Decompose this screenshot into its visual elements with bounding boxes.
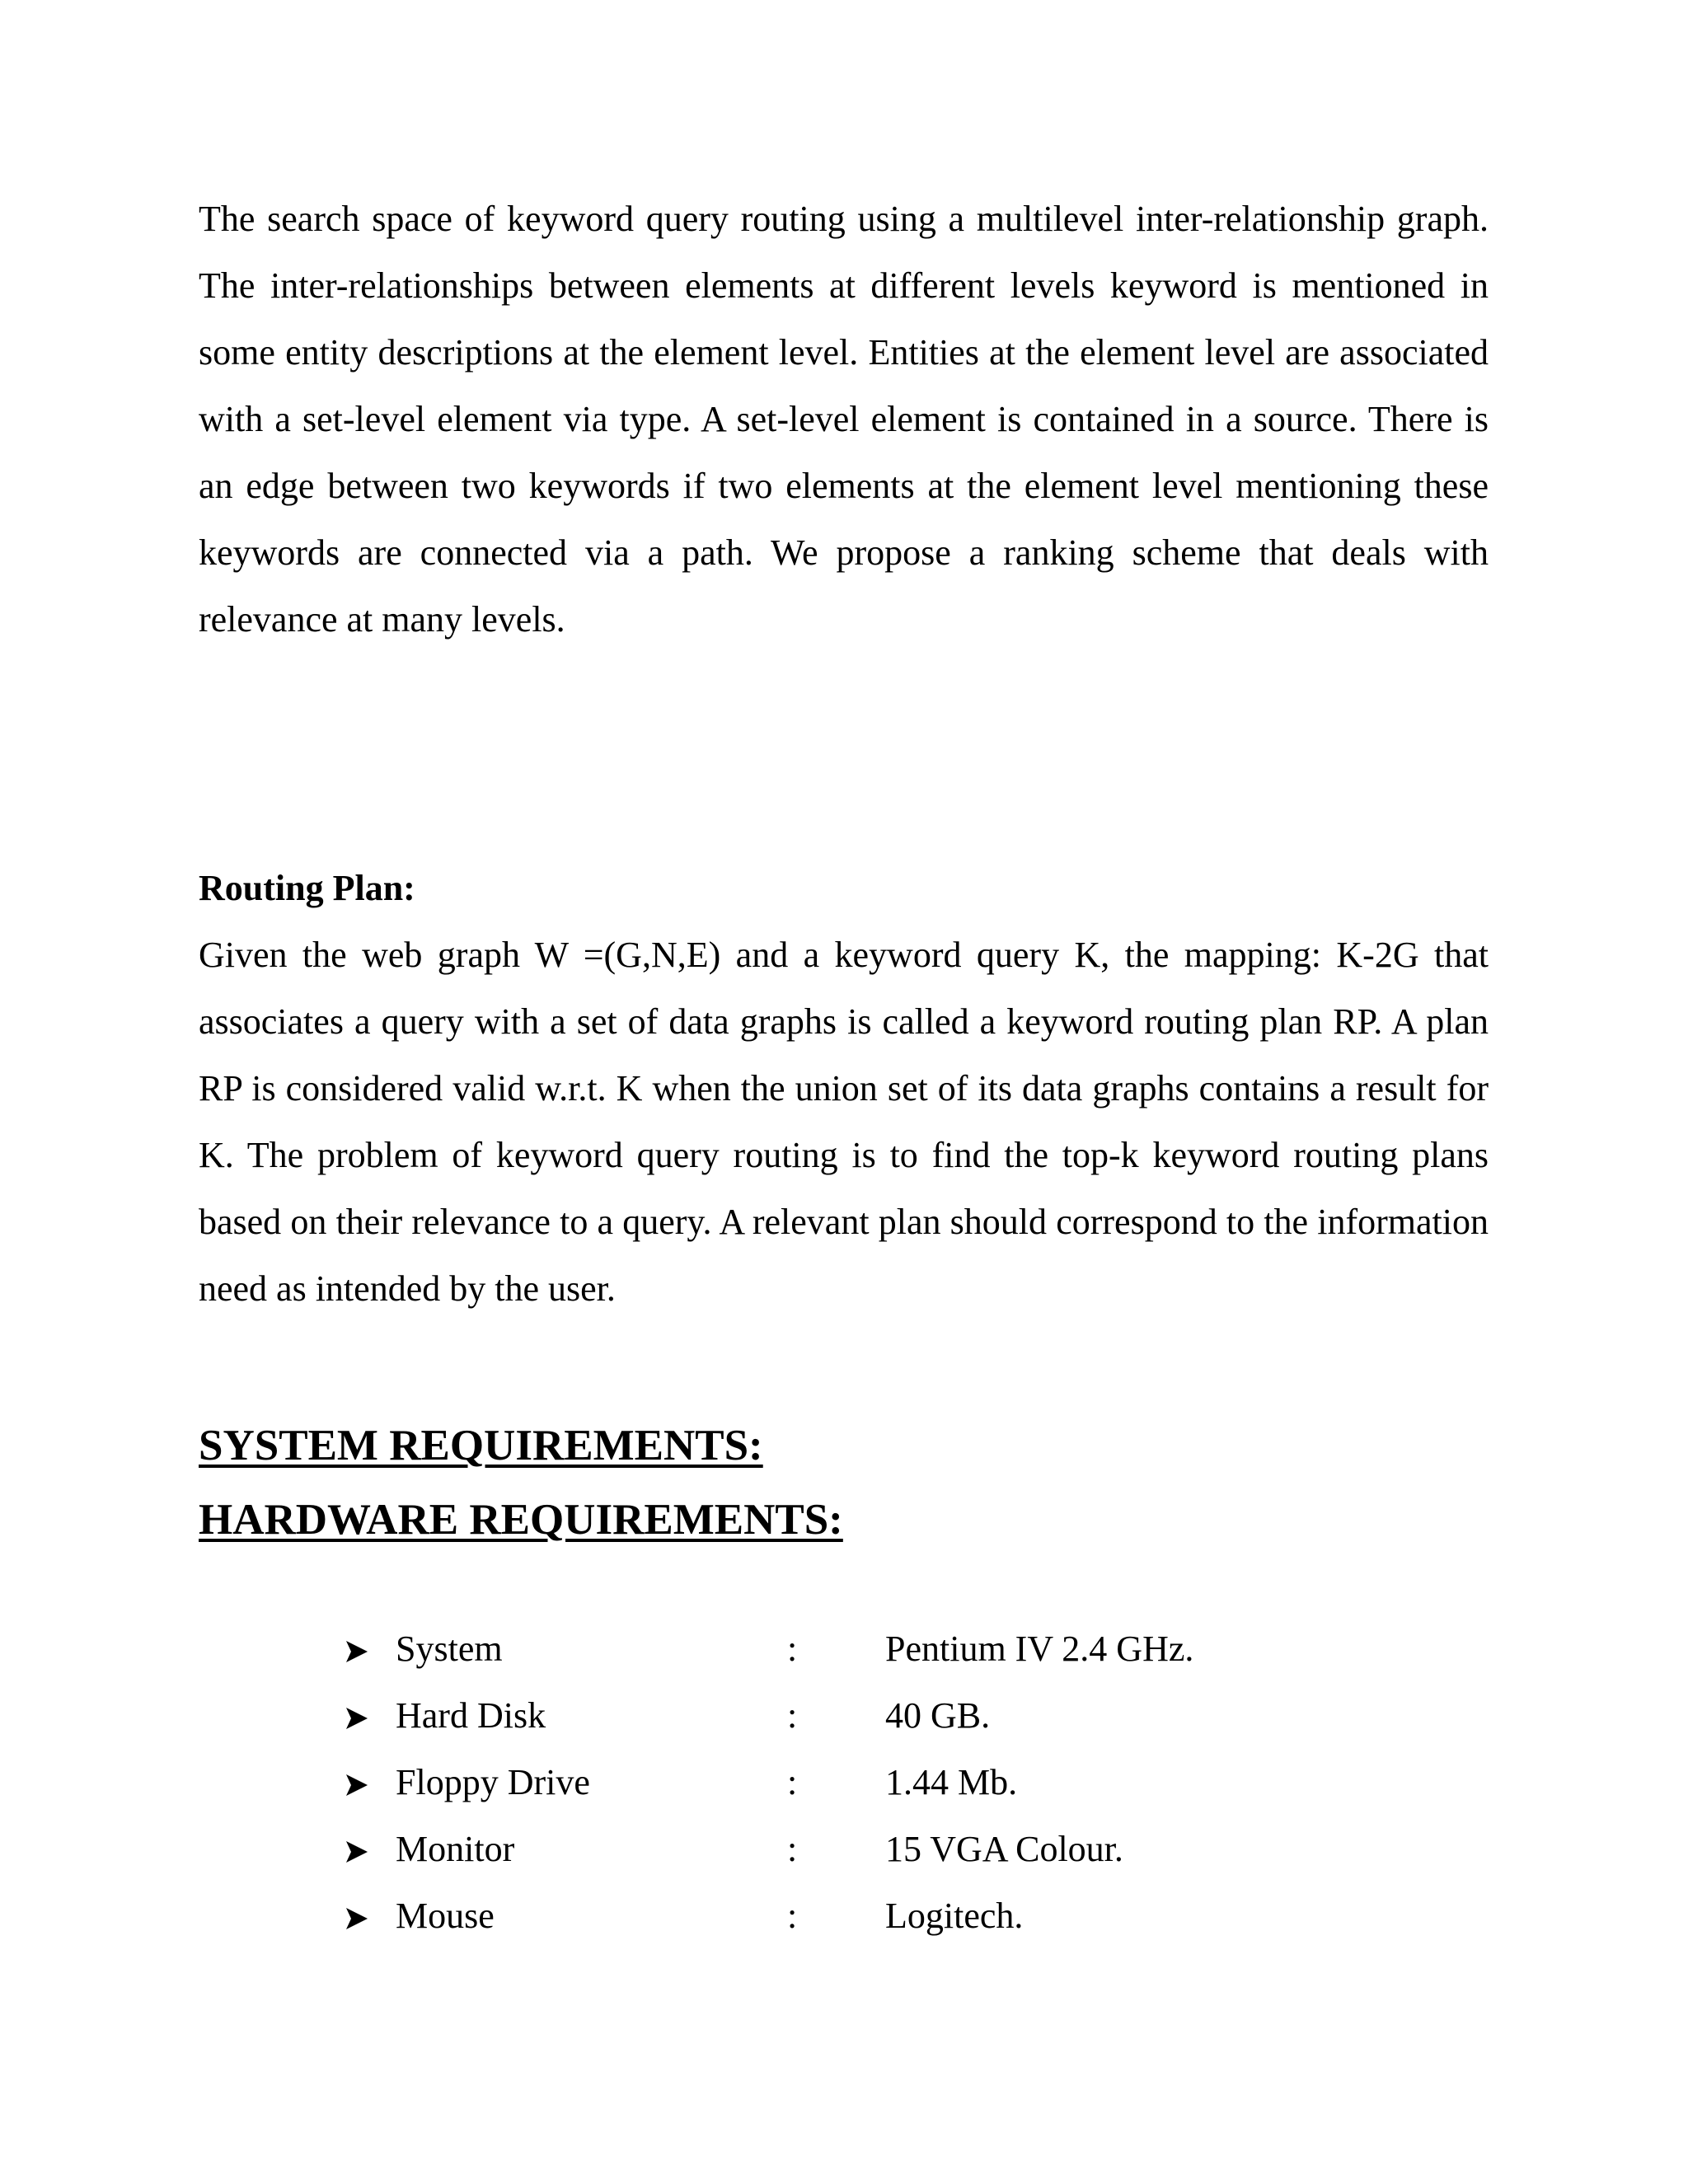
requirement-separator: : [787, 1829, 798, 1869]
arrow-bullet-icon [345, 1773, 369, 1797]
requirement-separator: : [787, 1762, 798, 1802]
routing-plan-paragraph: Given the web graph W =(G,N,E) and a keyword query K, the mapping: K-2G that associates a query with a set of data graphs is called a keyword routing plan RP. A plan RP is considered valid w.r.t. K when the union set of its data graphs contains a result for K. The problem of keyword query routing is to find the top-k keyword routing plans based on their relevance to a query. A relevant plan should correspond to the information need as intended by the user. [199, 935, 1489, 1309]
list-item-system [345, 1628, 1334, 1694]
arrow-bullet-icon [345, 1906, 369, 1931]
list-item-hard-disk [345, 1694, 1334, 1761]
requirement-value: Logitech. [885, 1896, 1024, 1936]
list-item-monitor [345, 1828, 1334, 1895]
arrow-bullet-icon [345, 1840, 369, 1864]
requirement-label: Hard Disk [396, 1695, 546, 1736]
hardware-requirements-list [345, 1628, 1334, 1961]
list-item-mouse [345, 1895, 1334, 1961]
requirement-value: 40 GB. [885, 1695, 991, 1736]
arrow-bullet-icon [345, 1706, 369, 1731]
requirement-separator: : [787, 1896, 798, 1936]
system-requirements-heading: SYSTEM REQUIREMENTS: [199, 1422, 763, 1469]
intro-paragraph: The search space of keyword query routing using a multilevel inter-relationship graph. The inter-relationships between elements at different levels keyword is mentioned in some entity descriptions at the element level. Entities at the element level are associated with a set-level element via type. A set-level element is contained in a source. There is an edge between two keywords if two elements at the element level mentioning these keywords are connected via a path. We propose a ranking scheme that deals with relevance at many levels. [199, 199, 1489, 640]
requirement-separator: : [787, 1695, 798, 1736]
routing-plan-heading: Routing Plan: [199, 868, 415, 908]
requirement-value: 1.44 Mb. [885, 1762, 1018, 1802]
requirement-label: Monitor [396, 1829, 515, 1869]
requirement-separator: : [787, 1629, 798, 1669]
requirement-value: Pentium IV 2.4 GHz. [885, 1629, 1194, 1669]
list-item-floppy-drive [345, 1761, 1334, 1828]
arrow-bullet-icon [345, 1639, 369, 1664]
requirement-value: 15 VGA Colour. [885, 1829, 1123, 1869]
requirement-label: Floppy Drive [396, 1762, 590, 1802]
requirement-label: System [396, 1629, 503, 1669]
hardware-requirements-heading: HARDWARE REQUIREMENTS: [199, 1496, 843, 1544]
requirement-label: Mouse [396, 1896, 495, 1936]
